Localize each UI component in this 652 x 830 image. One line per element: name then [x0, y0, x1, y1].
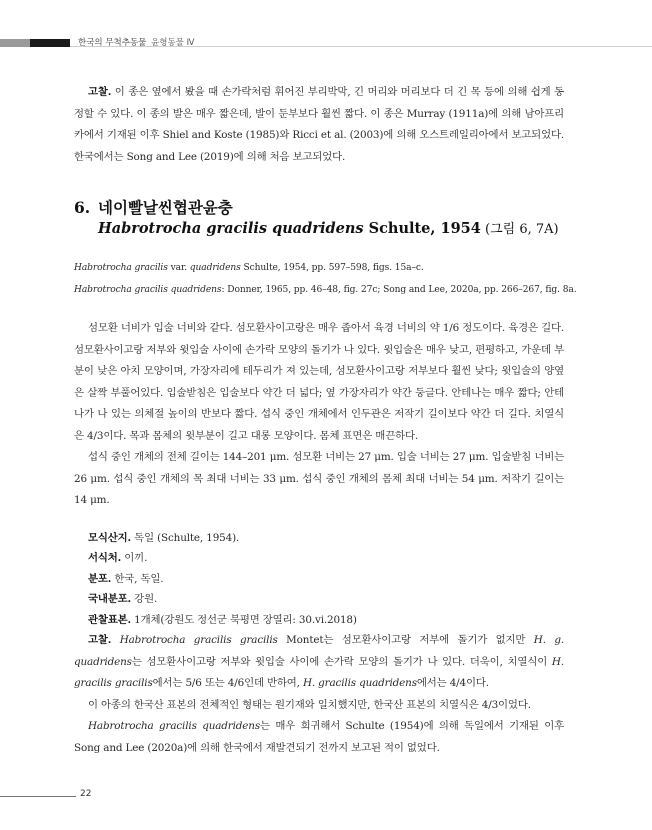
- type-locality: 모식산지. 독일 (Schulte, 1954).: [88, 531, 240, 544]
- measurements-paragraph: 섭식 중인 개체의 전체 길이는 144–201 μm. 섬모환 너비는 27 μm. 입술 너비는 27 μm. 입술받침 너비는 26 μm. 섭식 중인 개체의 목 최대 너비는 33 μm. 섭식 중인 개체의 몸체 최대 너비는 54 μm. 저작기 길이는 14 μm.: [74, 451, 564, 506]
- habitat: 서식처. 이끼.: [88, 552, 148, 564]
- figure-reference: (그림 6, 7A): [480, 222, 559, 237]
- series-title: 한국의 무척추동물: [78, 38, 147, 48]
- section-number: 6.: [74, 198, 91, 217]
- series-subtitle: 윤형동물 Ⅳ: [151, 38, 195, 48]
- description-block: [74, 318, 564, 512]
- species-author: Schulte, 1954: [363, 220, 481, 237]
- remarks-paragraph-3: Habrotrocha gracilis quadridens는 매우 희귀해서 Schulte (1954)에 의해 독일에서 기재된 이후 Song and Lee (2020a)에 의해 한국에서 재발견되기 전까지 보고된 적이 없었다.: [74, 720, 564, 754]
- synonymy-entry: Habrotrocha gracilis var. quadridens Schulte, 1954, pp. 597–598, figs. 15a–c.: [74, 263, 424, 273]
- running-header: [78, 36, 194, 48]
- page-number: 22: [80, 789, 92, 799]
- section-heading: [74, 198, 564, 218]
- section-scientific-heading: [98, 218, 564, 241]
- previous-remarks-paragraph: 고찰. 이 종은 옆에서 봤을 때 손가락처럼 휘어진 부리박막, 긴 머리와 머리보다 더 긴 목 등에 의해 쉽게 동정할 수 있다. 이 종의 발은 매우 짧은데, 발이 둔부보다 훨씬 짧다. 이 종은 Murray (1911a)에 의해 남아프리카에서 기재된 이후 Shiel and Koste (1985)와 Ricci et al. (2003)에 의해 오스트레일리아에서 보고되었다. 한국에서는 Song and Lee (2019)에 의해 처음 보고되었다.: [74, 86, 565, 163]
- section-korean-name: 네이빨날씬협관윤충: [98, 198, 233, 217]
- remarks-paragraph: 고찰. Habrotrocha gracilis gracilis Montet는 섬모환사이고랑 저부에 돌기가 없지만 H. g. quadridens는 섬모환사이고랑 저부와 윗입술 사이에 손가락 모양의 돌기가 나 있다. 더욱이, 치열식이 H. gracilis gracilis에서는 5/6 또는 4/6인데 반하여, H. gracilis quadridens에서는 4/4이다.: [74, 634, 564, 689]
- header-gray-bar: [0, 39, 30, 47]
- details-block: [74, 528, 564, 760]
- synonymy-entry: Habrotrocha gracilis quadridens: Donner, 1965, pp. 46–48, fig. 27c; Song and Lee, 2020a, pp. 266–267, fig. 8a.: [74, 285, 577, 295]
- page-content: [74, 82, 577, 759]
- synonymy-list: [74, 257, 577, 301]
- examined-specimens: 관찰표본. 1개체(강원도 정선군 북평면 장열리: 30.vi.2018): [88, 613, 357, 626]
- distribution: 분포. 한국, 독일.: [88, 572, 164, 585]
- header-black-bar: [30, 39, 70, 47]
- remarks-paragraph-2: 이 아종의 한국산 표본의 전체적인 형태는 원기재와 일치했지만, 한국산 표본의 치열식은 4/3이었다.: [88, 698, 531, 711]
- scientific-name: Habrotrocha gracilis quadridens: [98, 220, 364, 237]
- footer-rule: [0, 796, 76, 797]
- remarks-label: 고찰.: [88, 86, 112, 98]
- korea-distribution: 국내분포. 강원.: [88, 593, 158, 605]
- description-paragraph: 섬모환 너비가 입술 너비와 같다. 섬모환사이고랑은 매우 좁아서 육경 너비의 약 1/6 정도이다. 육경은 길다. 섬모환사이고랑 저부와 윗입술 사이에 손가락 모양의 돌기가 나 있다. 윗입술은 매우 낮고, 편평하고, 가운데 부분이 낮은 아치 모양이며, 가장자리에 테두리가 져 있는데, 섬모환사이고랑 저부보다 훨씬 낮다; 윗입술의 양옆은 살짝 부풀어있다. 입술받침은 입술보다 약간 더 넓다; 옆 가장자리가 약간 둥글다. 안테나는 매우 짧다; 안테나가 나 있는 의체절 높이의 반보다 짧다. 섭식 중인 개체에서 인두관은 저작기 길이보다 약간 더 길다. 치열식은 4/3이다. 목과 몸체의 윗부분이 길고 대롱 모양이다. 몸체 표면은 매끈하다.: [74, 322, 565, 442]
